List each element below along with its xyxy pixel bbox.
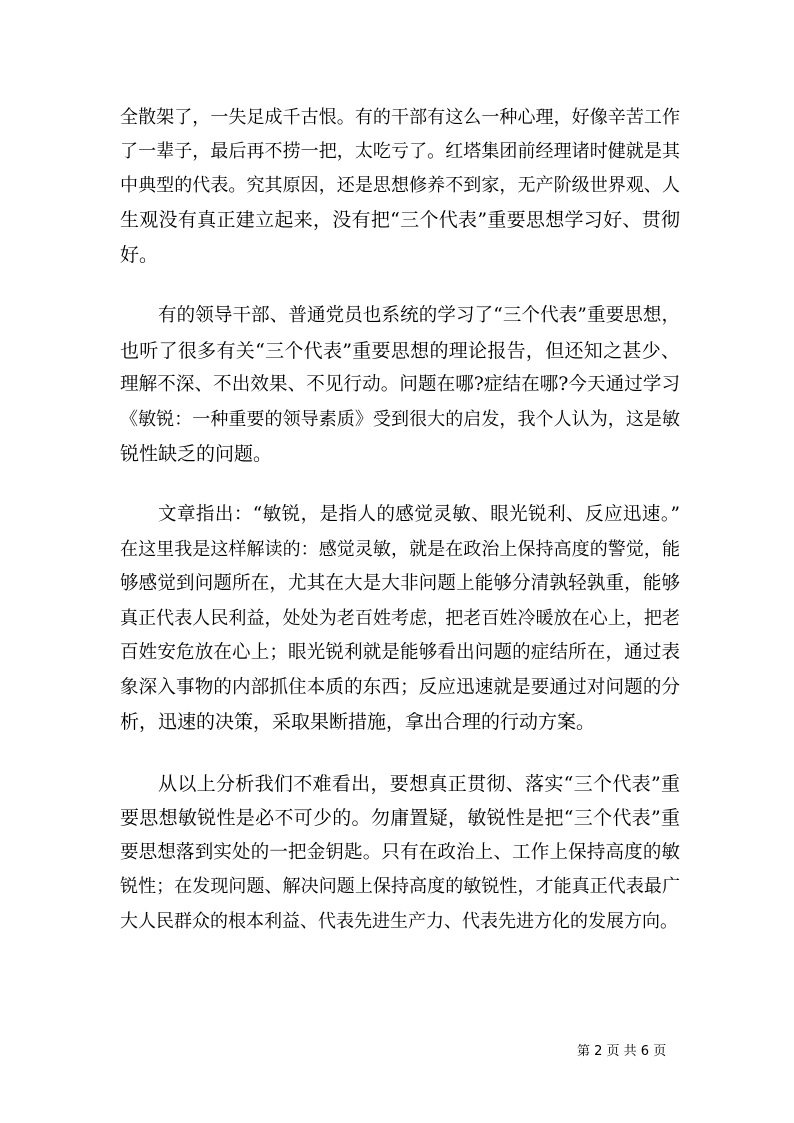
text-line: 析，迅速的决策，采取果断措施，拿出合理的行动方案。 (120, 711, 596, 733)
text-line: 从以上分析我们不难看出，要想真正贯彻、落实“三个代表”重 (158, 773, 680, 795)
text-line: 也听了很多有关“三个代表”重要思想的理论报告，但还知之甚少、 (120, 340, 680, 362)
text-line: 象深入事物的内部抓住本质的东西；反应迅速就是要通过对问题的分 (120, 677, 680, 698)
text-line: 在这里我是这样解读的：感觉灵敏，就是在政治上保持高度的警觉，能 (120, 539, 680, 560)
text-line: 好。 (120, 244, 159, 266)
text-line: 全散架了，一失足成千古恨。有的干部有这么一种心理，好像辛苦工作 (120, 107, 680, 128)
text-line: 百姓安危放在心上；眼光锐利就是能够看出问题的症结所在，通过表 (120, 642, 680, 663)
text-line: 《敏锐：一种重要的领导素质》受到很大的启发，我个人认为，这是敏 (120, 409, 680, 430)
text-line: 锐性缺乏的问题。 (120, 443, 273, 465)
text-line: 真正代表人民利益，处处为老百姓考虑，把老百姓冷暖放在心上，把老 (120, 608, 680, 629)
text-line: 中典型的代表。究其原因，还是思想修养不到家，无产阶级世界观、人 (120, 175, 680, 196)
text-line: 有的领导干部、普通党员也系统的学习了“三个代表”重要思想， (158, 305, 680, 326)
text-line: 生观没有真正建立起来，没有把“三个代表”重要思想学习好、贯彻 (120, 209, 680, 231)
page-number: 第 2 页 共 6 页 (577, 1044, 667, 1059)
text-line: 锐性；在发现问题、解决问题上保持高度的敏锐性，才能真正代表最广 (120, 876, 680, 897)
text-line: 了一辈子，最后再不捞一把，太吃亏了。红塔集团前经理诸时健就是其 (120, 141, 680, 162)
text-line: 大人民群众的根本利益、代表先进生产力、代表先进方化的发展方向。 (120, 911, 678, 932)
text-line: 理解不深、不出效果、不见行动。问题在哪?症结在哪?今天通过学习 (120, 374, 680, 395)
text-line: 够感觉到问题所在，尤其在大是大非问题上能够分清孰轻孰重，能够 (120, 573, 680, 594)
text-line: 要思想敏锐性是必不可少的。勿庸置疑，敏锐性是把“三个代表”重 (120, 807, 680, 829)
text-line: 文章指出：“敏锐，是指人的感觉灵敏、眼光锐利、反应迅速。” (158, 504, 680, 525)
text-line: 要思想落到实处的一把金钥匙。只有在政治上、工作上保持高度的敏 (120, 842, 680, 863)
